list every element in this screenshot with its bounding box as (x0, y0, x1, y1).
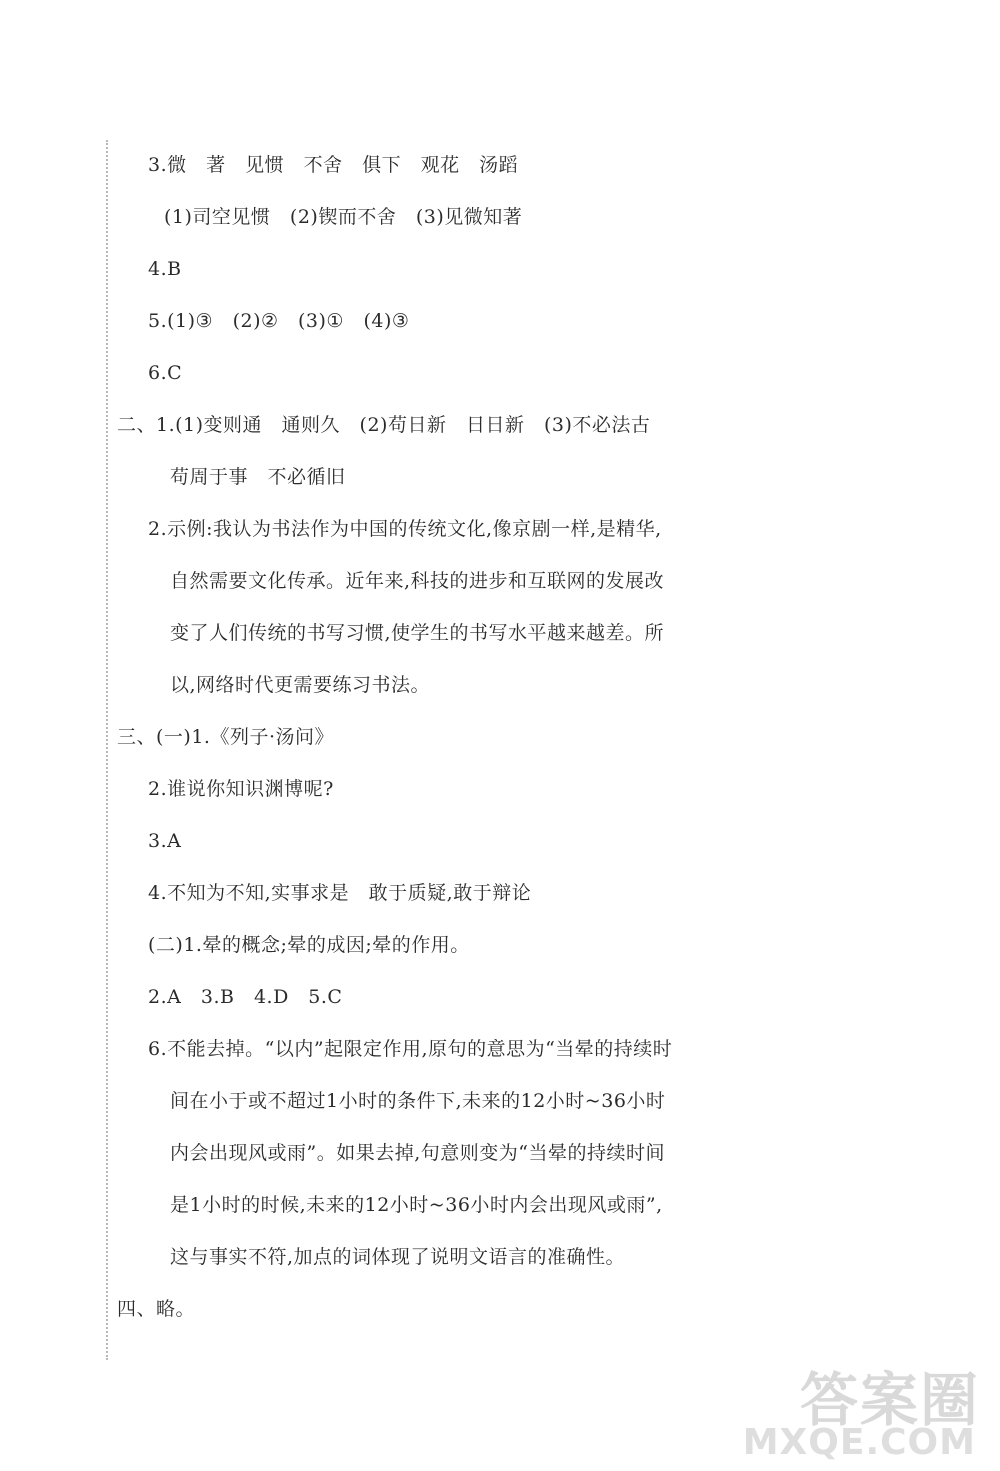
section-3-part-2-answers-2-5: 2.A 3.B 4.D 5.C (148, 986, 343, 1008)
answer-4: 4.B (148, 258, 182, 280)
watermark-domain: MXQE.COM (742, 1422, 976, 1463)
answer-5: 5.(1)③ (2)② (3)① (4)③ (148, 310, 410, 332)
site-watermark (742, 1353, 986, 1463)
section-3-part-2-answer-6-cont-4: 这与事实不符,加点的词体现了说明文语言的准确性。 (170, 1246, 626, 1268)
section-3-part-2-answer-6: 6.不能去掉。“以内”起限定作用,原句的意思为“当晕的持续时 (148, 1038, 673, 1060)
answer-3-sub: (1)司空见惯 (2)锲而不舍 (3)见微知著 (164, 206, 523, 228)
section-3-part-2-answer-6-cont-2: 内会出现风或雨”。如果去掉,句意则变为“当晕的持续时间 (170, 1142, 665, 1164)
section-2-answer-1-cont: 苟周于事 不必循旧 (170, 466, 346, 488)
section-2-answer-2: 2.示例:我认为书法作为中国的传统文化,像京剧一样,是精华, (148, 518, 662, 540)
section-3-part-1-answer-1: 三、(一)1.《列子·汤问》 (117, 726, 334, 748)
section-3-part-1-answer-2: 2.谁说你知识渊博呢? (148, 778, 334, 800)
section-2-answer-2-cont-3: 以,网络时代更需要练习书法。 (170, 674, 431, 696)
watermark-logo-text: 答案圈 (799, 1366, 980, 1434)
section-3-part-1-answer-4: 4.不知为不知,实事求是 敢于质疑,敢于辩论 (148, 882, 532, 904)
section-4-answer: 四、略。 (117, 1298, 196, 1320)
section-2-answer-2-cont-1: 自然需要文化传承。近年来,科技的进步和互联网的发展改 (170, 570, 665, 592)
section-2-answer-1: 二、1.(1)变则通 通则久 (2)苟日新 日日新 (3)不必法古 (117, 414, 651, 436)
section-3-part-2-answer-6-cont-1: 间在小于或不超过1小时的条件下,未来的12小时~36小时 (170, 1090, 666, 1112)
section-3-part-2-answer-6-cont-3: 是1小时的时候,未来的12小时~36小时内会出现风或雨”, (170, 1194, 663, 1216)
margin-dotted-line (106, 140, 108, 1360)
section-3-part-2-answer-1: (二)1.晕的概念;晕的成因;晕的作用。 (148, 934, 470, 956)
answer-3: 3.微 著 见惯 不舍 俱下 观花 汤蹈 (148, 154, 519, 176)
section-2-answer-2-cont-2: 变了人们传统的书写习惯,使学生的书写水平越来越差。所 (170, 622, 665, 644)
section-3-part-1-answer-3: 3.A (148, 830, 182, 852)
answer-6: 6.C (148, 362, 183, 384)
